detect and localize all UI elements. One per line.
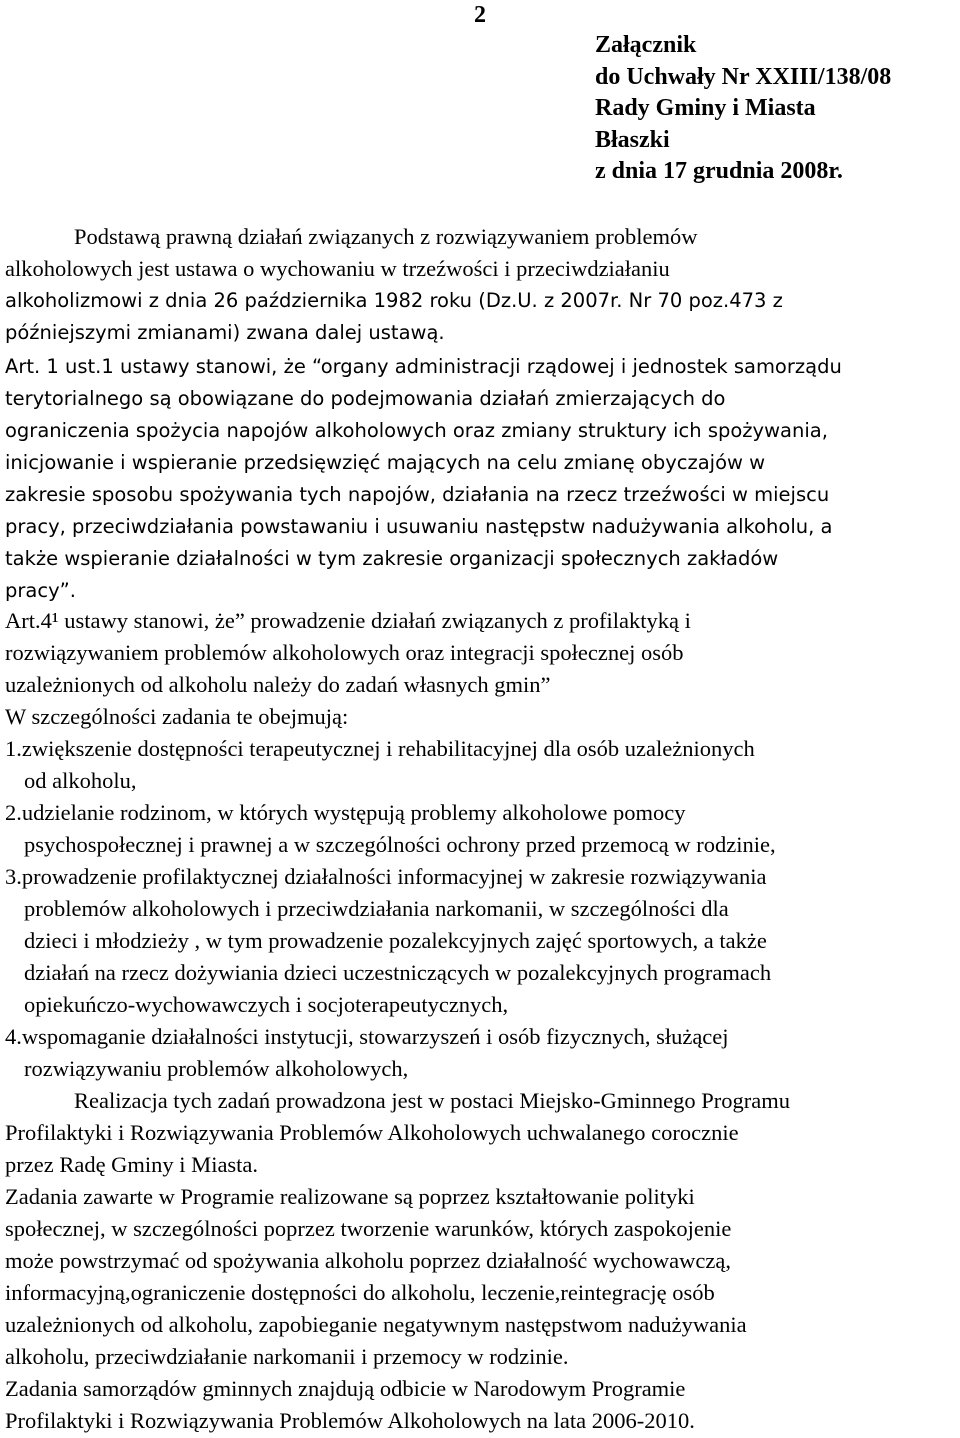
text-line: może powstrzymać od spożywania alkoholu poprzez działalność wychowawczą, [5, 1248, 731, 1273]
text-line: Art. 1 ust.1 ustawy stanowi, że “organy administracji rządowej i jednostek samorządu [5, 355, 842, 378]
list-item-continuation: rozwiązywaniu problemów alkoholowych, [24, 1056, 409, 1081]
text-line: Profilaktyki i Rozwiązywania Problemów Alkoholowych na lata 2006-2010. [5, 1408, 695, 1433]
list-item: 2.udzielanie rodzinom, w których występują problemy alkoholowe pomocy [5, 800, 686, 825]
text-line: Podstawą prawną działań związanych z rozwiązywaniem problemów [74, 224, 698, 249]
list-item-continuation: od alkoholu, [24, 768, 137, 793]
text-line: ograniczenia spożycia napojów alkoholowych oraz zmiany struktury ich spożywania, [5, 419, 828, 442]
list-item-continuation: opiekuńczo-wychowawczych i socjoterapeutycznych, [24, 992, 509, 1017]
list-item-continuation: dzieci i młodzieży , w tym prowadzenie pozalekcyjnych zajęć sportowych, a także [24, 928, 767, 953]
text-line: rozwiązywaniem problemów alkoholowych oraz integracji społecznej osób [5, 640, 684, 665]
text-line: informacyjną,ograniczenie dostępności do alkoholu, leczenie,reintegrację osób [5, 1280, 715, 1305]
text-line: alkoholowych jest ustawa o wychowaniu w trzeźwości i przeciwdziałaniu [5, 256, 670, 281]
list-item: 3.prowadzenie profilaktycznej działalności informacyjnej w zakresie rozwiązywania [5, 864, 767, 889]
text-line: zakresie sposobu spożywania tych napojów, działania na rzecz trzeźwości w miejscu [5, 483, 830, 506]
text-line: także wspieranie działalności w tym zakresie organizacji społecznych zakładów [5, 547, 779, 570]
text-line: W szczególności zadania te obejmują: [5, 704, 349, 729]
text-line: późniejszymi zmianami) zwana dalej ustawą. [5, 321, 445, 344]
annex-municipality: Błaszki [595, 126, 670, 153]
annex-title: Załącznik [595, 32, 697, 58]
annex-council: Rady Gminy i Miasta [595, 95, 816, 121]
list-item-continuation: problemów alkoholowych i przeciwdziałania narkomanii, w szczególności dla [24, 896, 729, 921]
text-line: Zadania samorządów gminnych znajdują odbicie w Narodowym Programie [5, 1376, 686, 1401]
text-line: przez Radę Gminy i Miasta. [5, 1152, 259, 1177]
list-item: 1.zwiększenie dostępności terapeutycznej i rehabilitacyjnej dla osób uzależnionych [5, 736, 755, 761]
text-line: pracy”. [5, 579, 76, 602]
text-line: Profilaktyki i Rozwiązywania Problemów Alkoholowych uchwalanego corocznie [5, 1120, 739, 1145]
list-item: 4.wspomaganie działalności instytucji, stowarzyszeń i osób fizycznych, służącej [5, 1024, 729, 1049]
text-line: Realizacja tych zadań prowadzona jest w postaci Miejsko-Gminnego Programu [74, 1088, 791, 1113]
page-number: 2 [474, 2, 486, 28]
list-item-continuation: działań na rzecz dożywiania dzieci uczestniczących w pozalekcyjnych programach [24, 960, 772, 985]
text-line: Art.4¹ ustawy stanowi, że” prowadzenie działań związanych z profilaktyką i [5, 608, 691, 633]
annex-resolution: do Uchwały Nr XXIII/138/08 [595, 63, 892, 90]
annex-header [595, 30, 891, 188]
text-line: alkoholu, przeciwdziałanie narkomanii i przemocy w rodzinie. [5, 1344, 569, 1369]
text-line: pracy, przeciwdziałania powstawaniu i usuwaniu następstw nadużywania alkoholu, a [5, 515, 833, 538]
annex-date: z dnia 17 grudnia 2008r. [595, 158, 843, 184]
list-item-continuation: psychospołecznej i prawnej a w szczególności ochrony przed przemocą w rodzinie, [24, 832, 776, 857]
text-line: uzależnionych od alkoholu, zapobieganie negatywnym następstwom nadużywania [5, 1312, 747, 1337]
text-line: społecznej, w szczególności poprzez tworzenie warunków, których zaspokojenie [5, 1216, 732, 1241]
text-line: uzależnionych od alkoholu należy do zadań własnych gmin” [5, 672, 551, 697]
text-line: inicjowanie i wspieranie przedsięwzięć mających na celu zmianę obyczajów w [5, 451, 766, 474]
text-line: Zadania zawarte w Programie realizowane są poprzez kształtowanie polityki [5, 1184, 695, 1209]
text-line: alkoholizmowi z dnia 26 października 1982 roku (Dz.U. z 2007r. Nr 70 poz.473 z [5, 289, 783, 312]
text-line: terytorialnego są obowiązane do podejmowania działań zmierzających do [5, 387, 726, 410]
